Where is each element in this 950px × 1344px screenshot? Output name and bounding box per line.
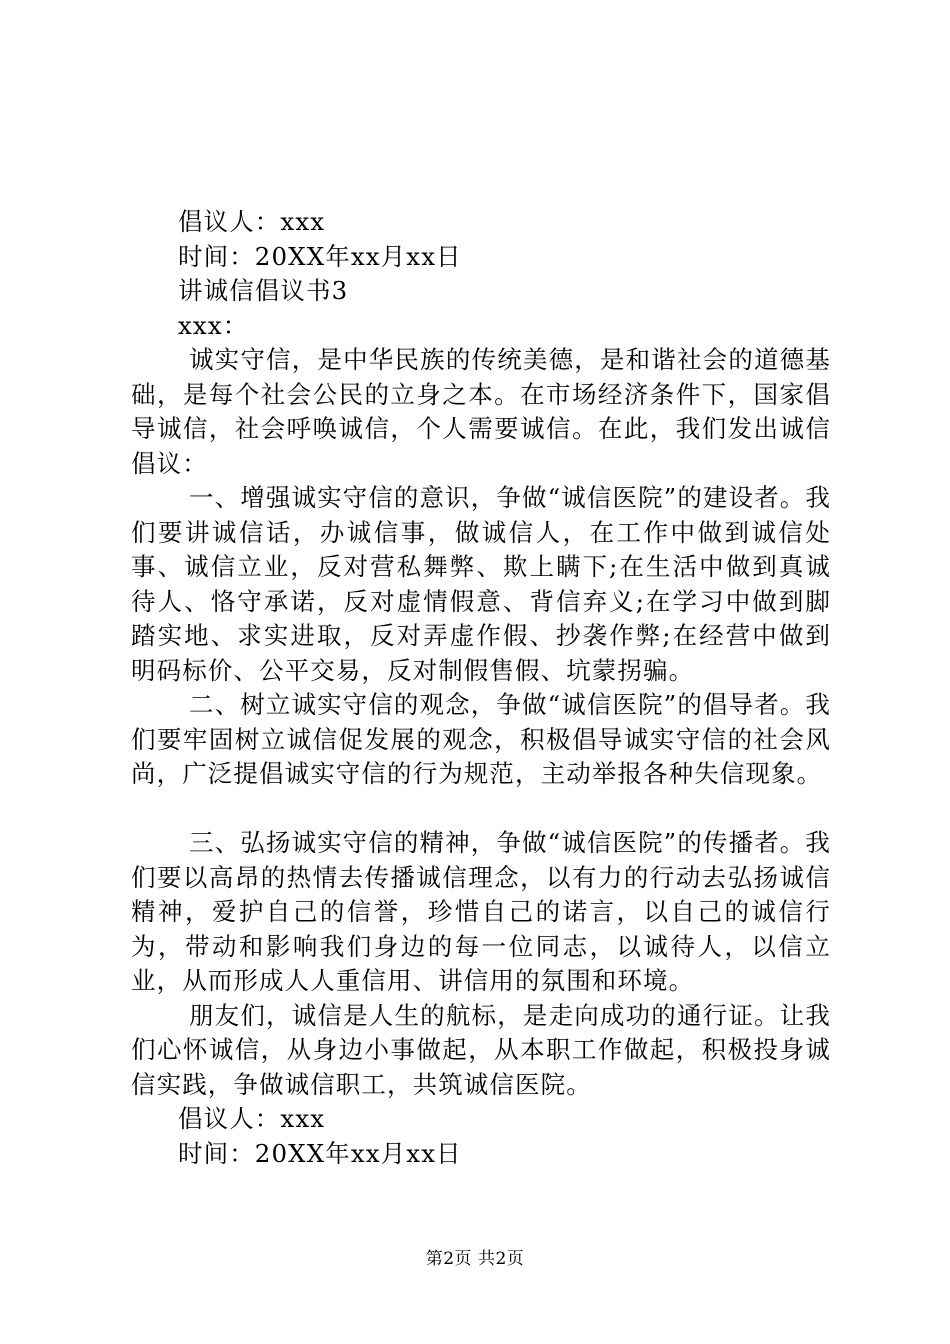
date-line: 时间：20XX年xx月xx日 <box>178 241 462 271</box>
point-three-paragraph: 三、弘扬诚实守信的精神，争做“诚信医院”的传播者。我们要以高昂的热情去传播诚信理念，以有力的行动去弘扬诚信精神，爱护自己的信誉，珍惜自己的诺言，以自己的诚信行为，带动和影响我们身边的每一位同志，以诚待人，以信立业，从而形成人人重信用、讲信用的氛围和环境。 <box>131 828 831 995</box>
paragraph-gap <box>131 792 831 827</box>
signoff-date-line: 时间：20XX年xx月xx日 <box>178 1138 462 1168</box>
document-title: 讲诚信倡议书3 <box>178 276 349 305</box>
document-body <box>131 205 831 1171</box>
page-number: 第2页 共2页 <box>425 1249 525 1269</box>
signoff-initiator-line: 倡议人：xxx <box>178 1104 326 1133</box>
point-two-paragraph: 二、树立诚实守信的观念，争做“诚信医院”的倡导者。我们要牢固树立诚信促发展的观念，积极倡导诚实守信的社会风尚，广泛提倡诚实守信的行为规范，主动举报各种失信现象。 <box>131 690 831 788</box>
closing-paragraph: 朋友们，诚信是人生的航标，是走向成功的通行证。让我们心怀诚信，从身边小事做起，从本职工作做起，积极投身诚信实践，争做诚信职工，共筑诚信医院。 <box>131 1000 831 1099</box>
salutation: xxx： <box>178 310 249 340</box>
intro-paragraph: 诚实守信，是中华民族的传统美德，是和谐社会的道德基础，是每个社会公民的立身之本。在市场经济条件下，国家倡导诚信，社会呼唤诚信，个人需要诚信。在此，我们发出诚信倡议： <box>131 345 831 478</box>
initiator-line: 倡议人：xxx <box>178 207 326 236</box>
point-one-paragraph: 一、增强诚实守信的意识，争做“诚信医院”的建设者。我们要讲诚信话，办诚信事，做诚信人，在工作中做到诚信处事、诚信立业，反对营私舞弊、欺上瞒下;在生活中做到真诚待人、恪守承诺，反对虚情假意、背信弃义;在学习中做到脚踏实地、求实进取，反对弄虚作假、抄袭作弊;在经营中做到明码标价、公平交易，反对制假售假、坑蒙拐骗。 <box>131 483 831 685</box>
